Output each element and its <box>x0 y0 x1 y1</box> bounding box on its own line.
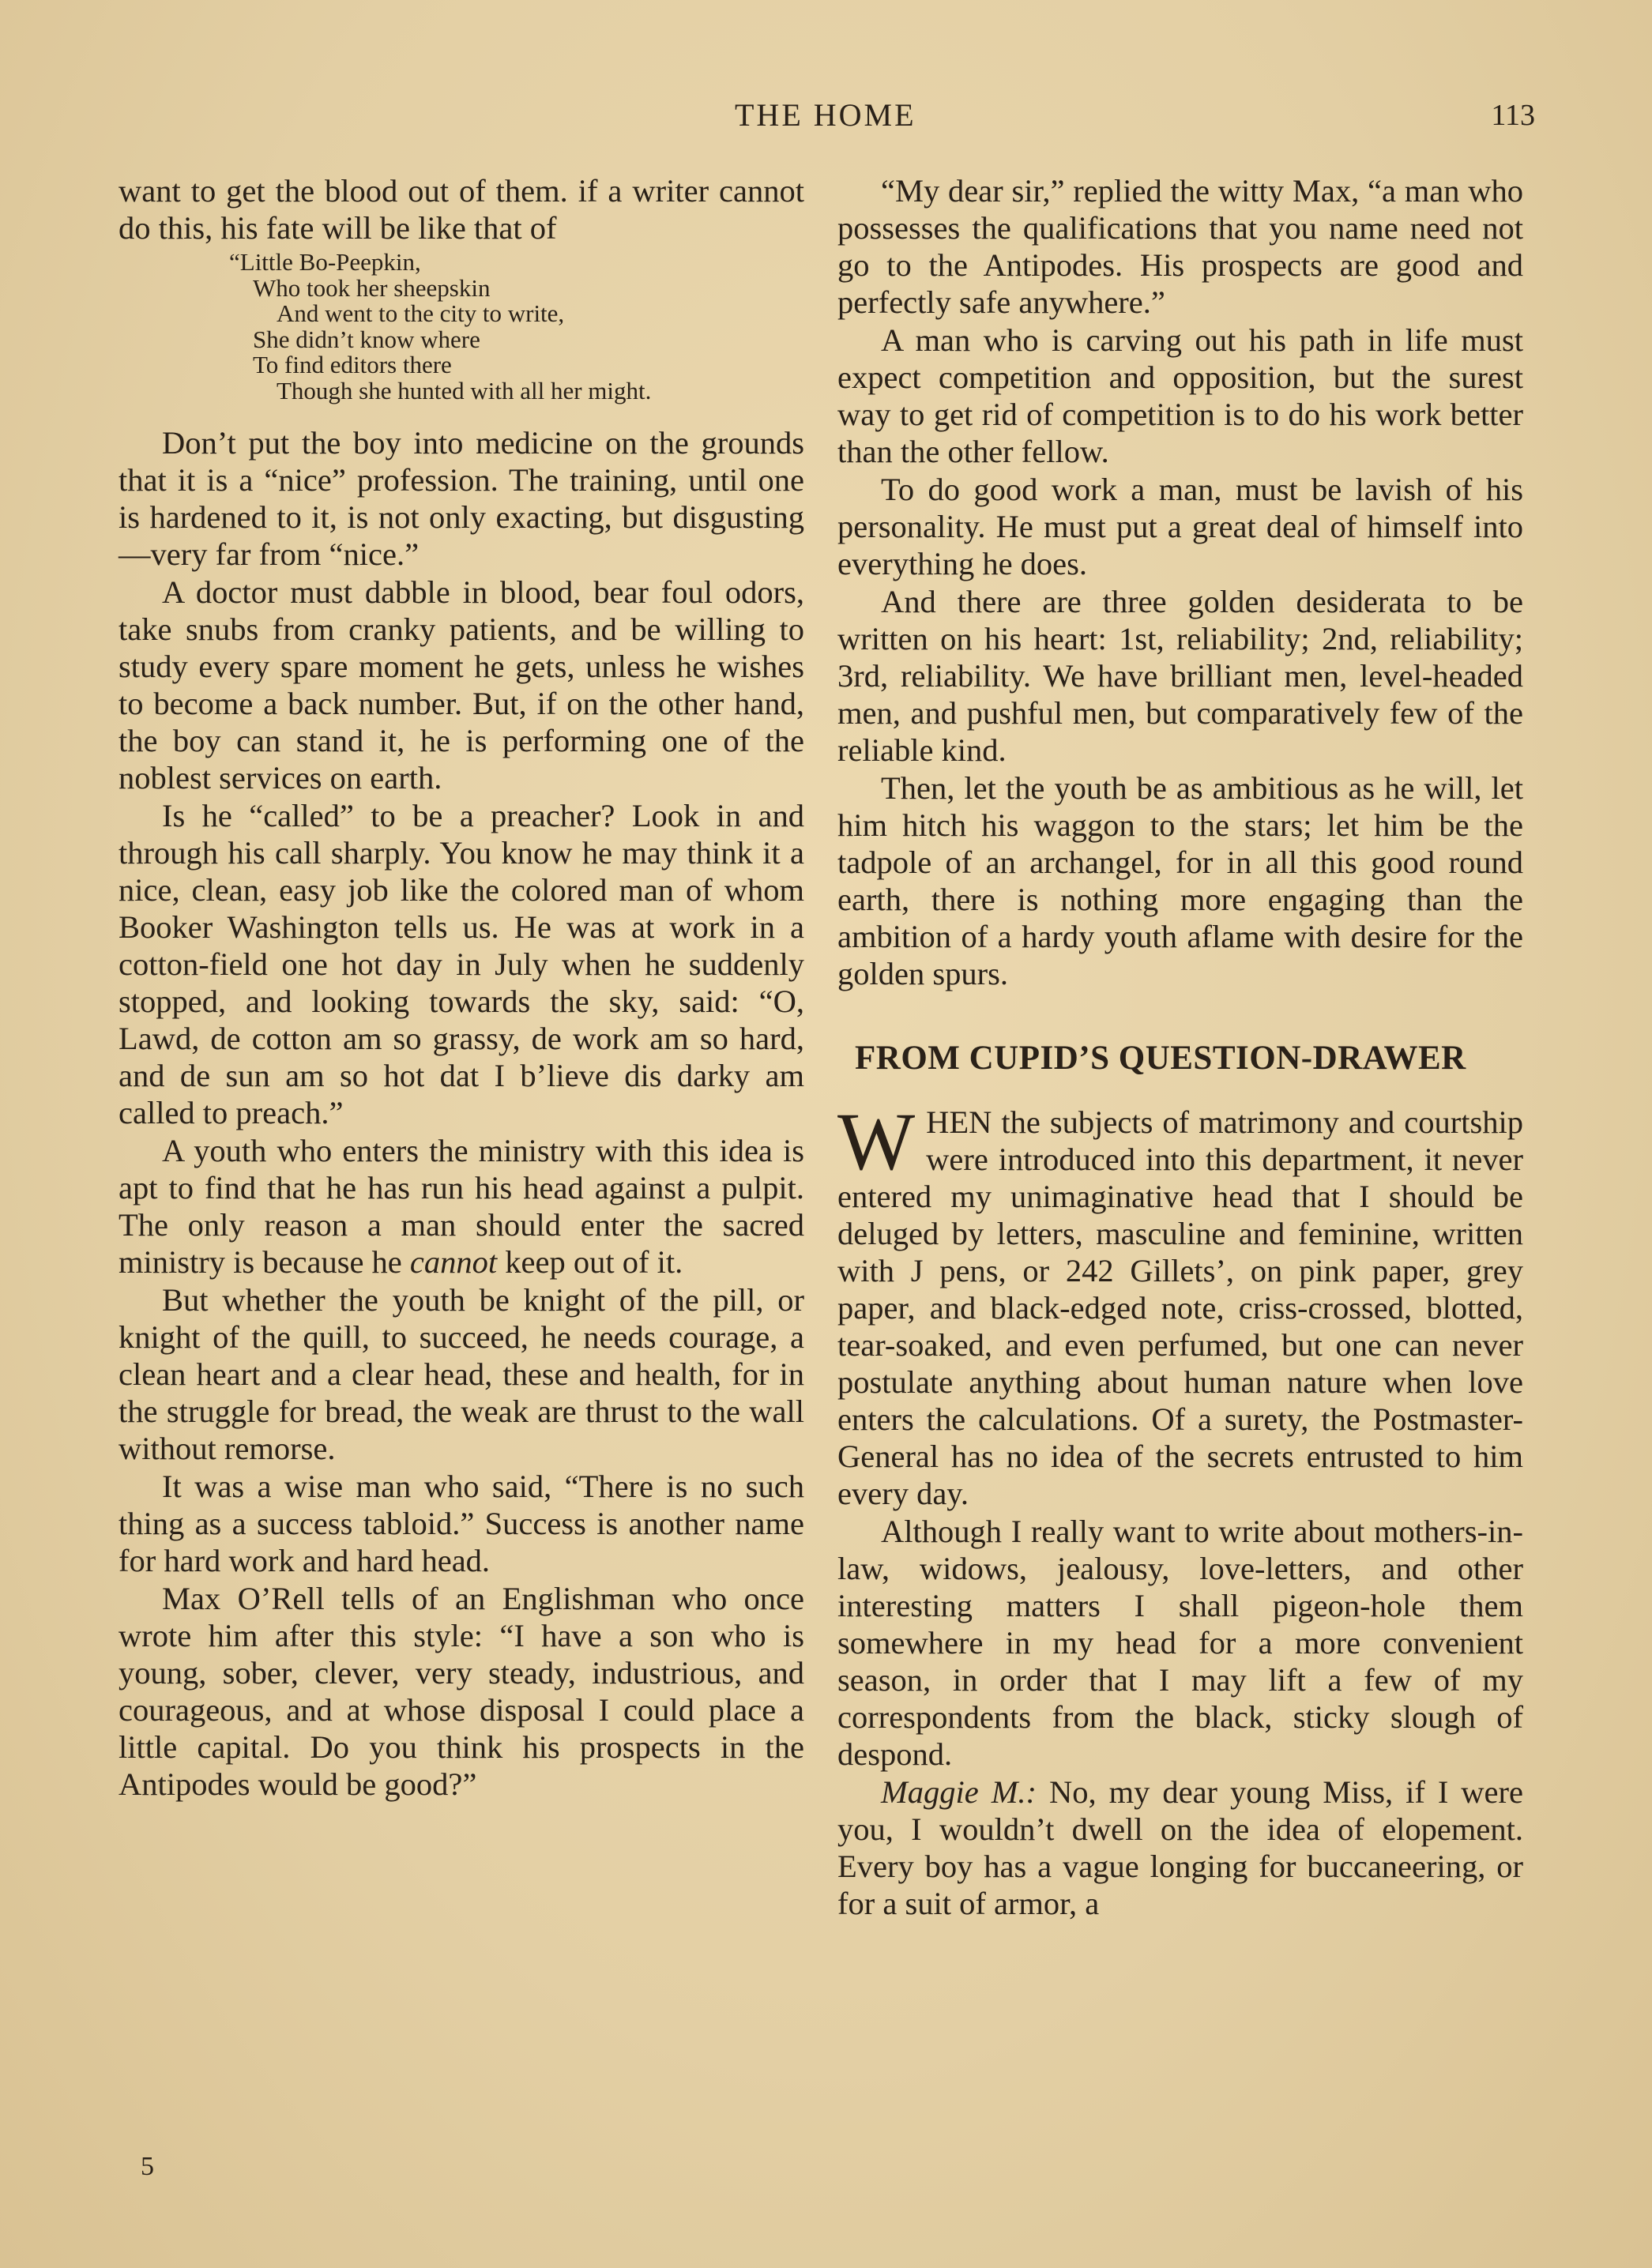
drop-cap: W <box>837 1096 916 1187</box>
paragraph: It was a wise man who said, “There is no such thing as a success tabloid.” Success is another name for hard work and hard head. <box>119 1469 804 1578</box>
correspondent-name: Maggie M.: <box>881 1774 1037 1810</box>
poem-line: “Little Bo-Peepkin, <box>229 248 421 276</box>
paragraph: A doctor must dabble in blood, bear foul odors, take snubs from cranky patients, and be willing to study every spare moment he gets, unless he wishes to become a back number. But, if on the other hand, the boy can stand it, he is performing one of the noblest services on earth. <box>119 574 804 795</box>
poem <box>229 250 804 404</box>
paragraph: And there are three golden desiderata to be written on his heart: 1st, reliability; 2nd, reliability; 3rd, reliability. We have brilliant men, level-headed men, and pushful men, but comparatively few of the reliable kind. <box>837 584 1523 768</box>
text-run: A youth who enters the ministry with this idea is apt to find that he has run his head against a pulpit. The only reason a man should enter the sacred ministry is because he <box>119 1133 804 1280</box>
paragraph <box>837 1096 1523 1512</box>
text-run: keep out of it. <box>505 1244 683 1280</box>
paragraph: “My dear sir,” replied the witty Max, “a man who possesses the qualifications that you name need not go to the Antipodes. His prospects are good and perfectly safe anywhere.” <box>837 173 1523 320</box>
paragraph: Is he “called” to be a preacher? Look in and through his call sharply. You know he may think it a nice, clean, easy job like the colored man of whom Booker Washington tells us. He was at work in a cotton-field one hot day in July when he suddenly stopped, and looking towards the sky, said: “O, Lawd, de cotton am so grassy, de work am so hard, and de sun am so hot dat I b’lieve dis darky am called to preach.” <box>119 798 804 1130</box>
emphasis: cannot <box>409 1244 498 1280</box>
section-heading: FROM CUPID’S QUESTION-DRAWER <box>855 1040 1466 1077</box>
poem-line: Who took her sheepskin <box>253 273 491 302</box>
poem-line: And went to the city to write, <box>277 299 565 327</box>
paragraph: Then, let the youth be as ambitious as he will, let him hitch his waggon to the stars; let him be the tadpole of an archangel, for in all this good round earth, there is nothing more engaging than the ambition of a hardy youth aflame with desire for the golden spurs. <box>837 770 1523 991</box>
paragraph: want to get the blood out of them. if a writer cannot do this, his fate will be like that of <box>119 173 804 246</box>
text-run: HEN the subjects of matrimony and courtship were introduced into this department, it never entered my unimaginative head that I should be deluged by letters, masculine and feminine, written with J pens, or 242 Gillets’, on pink paper, grey paper, and black-edged note, criss-crossed, blotted, tear-soaked, and even perfumed, but one can never postulate anything about human nature when love enters the calculations. Of a surety, the Postmaster-General has no idea of the secrets entrusted to him every day. <box>837 1104 1523 1511</box>
paragraph: To do good work a man, must be lavish of his personality. He must put a great deal of himself into everything he does. <box>837 472 1523 581</box>
paragraph <box>119 1132 804 1281</box>
poem-line: Though she hunted with all her might. <box>277 376 652 404</box>
running-head: THE HOME <box>735 97 916 133</box>
poem-line: She didn’t know where <box>253 325 480 353</box>
paragraph: Max O’Rell tells of an Englishman who once wrote him after this style: “I have a son who is young, sober, clever, very steady, industrious, and courageous, and at whose disposal I could place a little capital. Do you think his prospects in the Antipodes would be good?” <box>119 1581 804 1802</box>
page-number: 113 <box>1491 99 1535 132</box>
left-column <box>119 172 804 1803</box>
paragraph: Don’t put the boy into medicine on the grounds that it is a “nice” profession. The training, until one is hardened to it, is not only exacting, but disgusting—very far from “nice.” <box>119 425 804 572</box>
signature-mark: 5 <box>141 2152 154 2181</box>
paragraph <box>837 1773 1523 1922</box>
right-column <box>837 172 1523 1922</box>
paragraph: Although I really want to write about mothers-in-law, widows, jealousy, love-letters, and other interesting matters I shall pigeon-hole them somewhere in my head for a more convenient season, in order that I may lift a few of my correspondents from the black, sticky slough of despond. <box>837 1514 1523 1772</box>
text-run: No, my dear young Miss, if I were you, I wouldn’t dwell on the idea of elopement. Every boy has a vague longing for buccaneering, or for a suit of armor, a <box>837 1774 1523 1921</box>
paragraph: A man who is carving out his path in life must expect competition and opposition, but the surest way to get rid of competition is to do his work better than the other fellow. <box>837 322 1523 469</box>
poem-line: To find editors there <box>253 351 452 378</box>
paragraph: But whether the youth be knight of the pill, or knight of the quill, to succeed, he needs courage, a clean heart and a clear head, these and health, for in the struggle for bread, the weak are thrust to the wall without remorse. <box>119 1282 804 1466</box>
